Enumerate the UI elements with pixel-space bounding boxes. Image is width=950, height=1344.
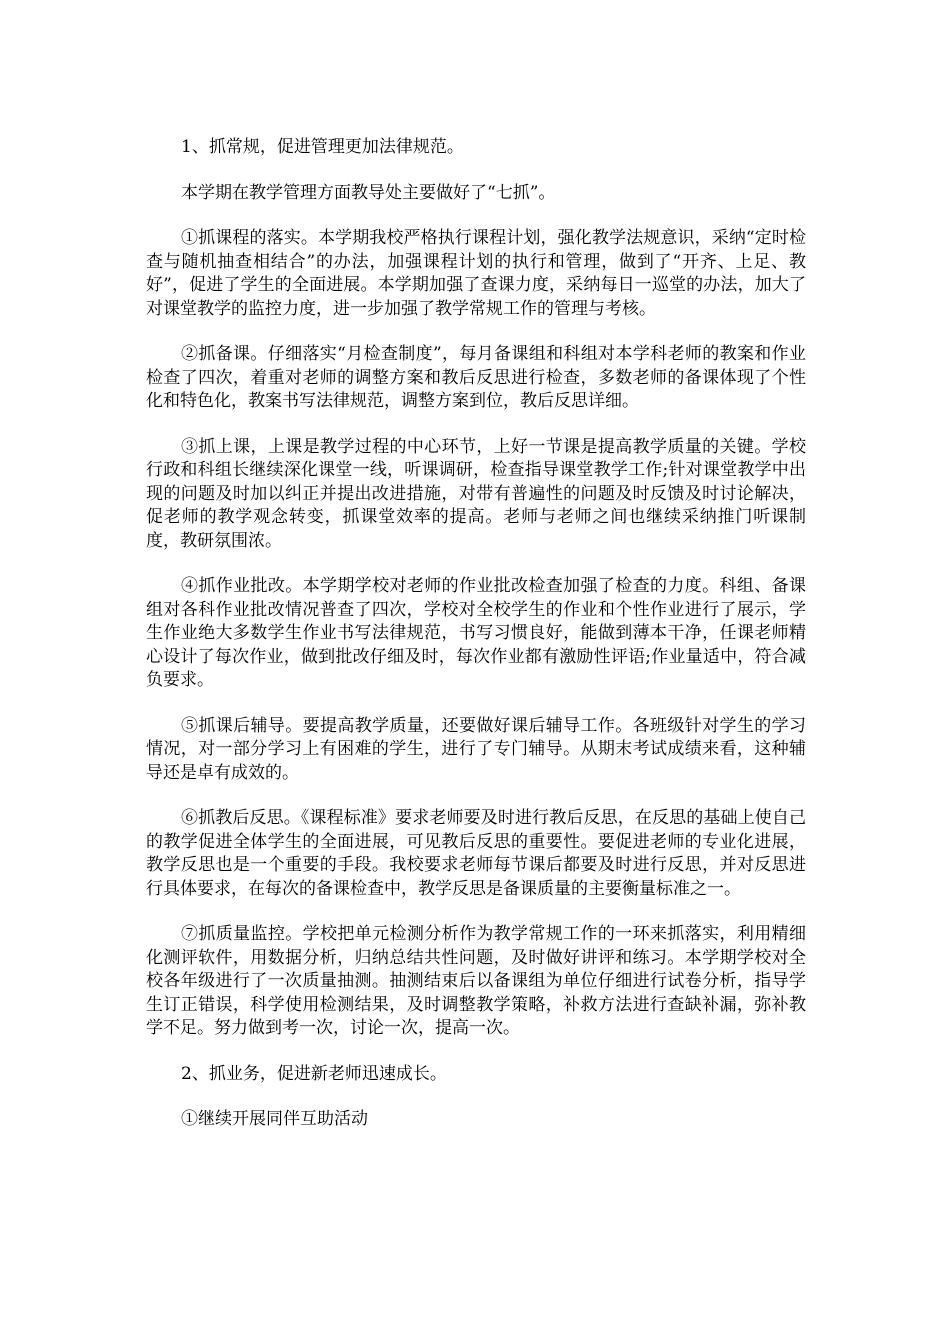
paragraph-peer-support: ①继续开展同伴互助活动 [181,1109,368,1129]
paragraph-reflection: ⑥抓教后反思。《课程标准》要求老师要及时进行教后反思，在反思的基础上使自己的教学促进全体学生的全面进展，可见教后反思的重要性。要促进老师的专业化进展，教学反思也是一个重要的手段。我校要求老师每节课后都要及时进行反思，并对反思进行具体要求，在每次的备课检查中，教学反思是备课质量的主要衡量标准之一。 [146,808,806,899]
paragraph-teaching: ③抓上课，上课是教学过程的中心环节，上好一节课是提高教学质量的关键。学校行政和科组长继续深化课堂一线，听课调研，检查指导课堂教学工作;针对课堂教学中出现的问题及时加以纠正并提出改进措施，对带有普遍性的问题及时反馈及时讨论解决，促老师的教学观念转变，抓课堂效率的提高。老师与老师之间也继续采纳推门听课制度，教研氛围浓。 [146,436,806,551]
paragraph-tutoring: ⑤抓课后辅导。要提高教学质量，还要做好课后辅导工作。各班级针对学生的学习情况，对一部分学习上有困难的学生，进行了专门辅导。从期末考试成绩来看，这种辅导还是卓有成效的。 [146,715,806,783]
paragraph-lesson-prep: ②抓备课。仔细落实“月检查制度”，每月备课组和科组对本学科老师的教案和作业检查了四次，着重对老师的调整方案和教后反思进行检查，多数老师的备课体现了个性化和特色化，教案书写法律规范，调整方案到位，教后反思详细。 [146,344,806,411]
paragraph-quality: ⑦抓质量监控。学校把单元检测分析作为教学常规工作的一环来抓落实，利用精细化测评软件，用数据分析，归纳总结共性问题，及时做好讲评和练习。本学期学校对全校各年级进行了一次质量抽测。抽测结束后以备课组为单位仔细进行试卷分析，指导学生订正错误，科学使用检测结果，及时调整教学策略，补救方法进行查缺补漏，弥补教学不足。努力做到考一次，讨论一次，提高一次。 [146,924,806,1038]
document-body [146,136,806,1154]
paragraph-homework: ④抓作业批改。本学期学校对老师的作业批改检查加强了检查的力度。科组、备课组对各科作业批改情况普查了四次，学校对全校学生的作业和个性作业进行了展示，学生作业绝大多数学生作业书写法律规范，书写习惯良好，能做到薄本干净，任课老师精心设计了每次作业，做到批改仔细及时，每次作业都有激励性评语;作业量适中，符合减负要求。 [146,576,806,690]
paragraph-curriculum: ①抓课程的落实。本学期我校严格执行课程计划，强化教学法规意识，采纳“定时检查与随机抽查相结合”的办法，加强课程计划的执行和管理，做到了“开齐、上足、教好”，促进了学生的全面进展。本学期加强了查课力度，采纳每日一巡堂的办法，加大了对课堂教学的监控力度，进一步加强了教学常规工作的管理与考核。 [146,228,806,319]
section-heading-2: 2、抓业务，促进新老师迅速成长。 [181,1063,447,1084]
section-heading-1: 1、抓常规，促进管理更加法律规范。 [181,137,464,157]
intro-paragraph: 本学期在教学管理方面教导处主要做好了“七抓”。 [181,182,556,203]
